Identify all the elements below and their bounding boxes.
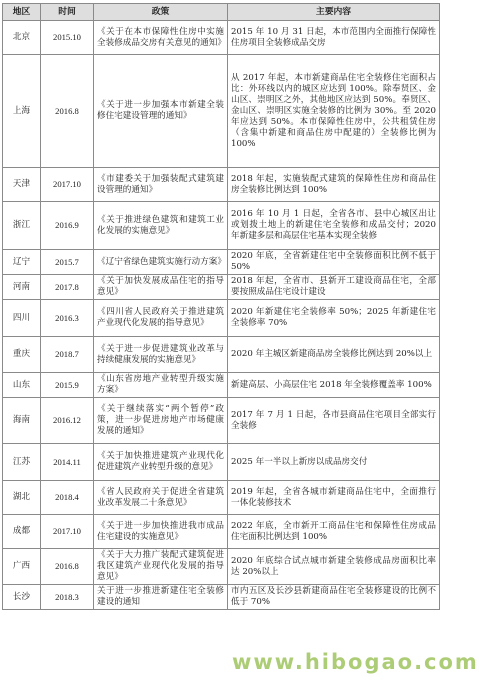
region-cell: 山东: [3, 373, 41, 398]
region-cell: 上海: [3, 55, 41, 168]
content-cell: 2018 年起，全省市、县新开工建设商品住宅，全部要按照成品住宅设计建设: [228, 275, 440, 300]
table-row: [3, 373, 440, 398]
policy-cell: 《关于进一步加快推进我市成品住宅建设的实施意见》: [94, 515, 228, 549]
region-cell: 广西: [3, 549, 41, 585]
policy-cell: 《关于大力推广装配式建筑促进我区建筑产业现代化发展的指导意见》: [94, 549, 228, 585]
time-cell: 2017.10: [41, 168, 94, 202]
time-cell: 2014.11: [41, 444, 94, 481]
region-cell: 重庆: [3, 337, 41, 373]
table-row: [3, 300, 440, 337]
content-cell: 2020 年底综合试点城市新建全装修成品房面积比率达 20%以上: [228, 549, 440, 585]
region-cell: 江苏: [3, 444, 41, 481]
region-cell: 浙江: [3, 202, 41, 250]
time-cell: 2017.8: [41, 275, 94, 300]
region-cell: 湖北: [3, 481, 41, 515]
content-cell: 从 2017 年起，本市新建商品住宅全装修住宅面积占比：外环线以内的城区应达到 100%。除奉贤区、金山区、崇明区之外，其他地区应达到 50%。奉贤区、金山区、崇明区实施全装修的比例为 30%。至 2020 年应达到 50%。本市保障性住房中，公共租赁住房（含集中新建和商品住房中配建的）全装修比例为 100%: [228, 55, 440, 168]
table-row: [3, 481, 440, 515]
content-cell: 2019 年起，全省各城市新建商品住宅中，全面推行一体化装修技术: [228, 481, 440, 515]
policy-table: [2, 3, 440, 610]
site-watermark: www.hibogao.com: [232, 650, 479, 674]
region-cell: 海南: [3, 398, 41, 444]
table-row: [3, 515, 440, 549]
table-row: [3, 275, 440, 300]
content-cell: 2020 年新建住宅全装修率 50%；2025 年新建住宅全装修率 70%: [228, 300, 440, 337]
time-cell: 2017.10: [41, 515, 94, 549]
header-region: 地区: [3, 4, 41, 21]
table-row: [3, 168, 440, 202]
time-cell: 2016.8: [41, 55, 94, 168]
policy-cell: 《省人民政府关于促进全省建筑业改革发展二十条意见》: [94, 481, 228, 515]
table-row: [3, 337, 440, 373]
policy-cell: 《辽宁省绿色建筑实施行动方案》: [94, 250, 228, 275]
content-cell: 2020 年底，全省新建住宅中全装修面积比例不低于 50%: [228, 250, 440, 275]
time-cell: 2018.7: [41, 337, 94, 373]
time-cell: 2015.10: [41, 21, 94, 55]
policy-cell: 《市建委关于加强装配式建筑建设管理的通知》: [94, 168, 228, 202]
table-row: [3, 398, 440, 444]
policy-cell: 关于进一步推进新建住宅全装修建设的通知: [94, 585, 228, 610]
content-cell: 2015 年 10 月 31 日起，本市范围内全面推行保障性住房项目全装修成品交房: [228, 21, 440, 55]
content-cell: 新建高层、小高层住宅 2018 年全装修覆盖率 100%: [228, 373, 440, 398]
time-cell: 2016.12: [41, 398, 94, 444]
content-cell: 2025 年一半以上新房以成品房交付: [228, 444, 440, 481]
policy-cell: 《关于加快发展成品住宅的指导意见》: [94, 275, 228, 300]
region-cell: 四川: [3, 300, 41, 337]
header-policy: 政策: [94, 4, 228, 21]
policy-cell: 《山东省房地产业转型升级实施方案》: [94, 373, 228, 398]
policy-cell: 《关于进一步加强本市新建全装修住宅建设管理的通知》: [94, 55, 228, 168]
time-cell: 2016.9: [41, 202, 94, 250]
time-cell: 2016.3: [41, 300, 94, 337]
time-cell: 2016.8: [41, 549, 94, 585]
table-row: [3, 444, 440, 481]
policy-cell: 《关于推进绿色建筑和建筑工业化发展的实施意见》: [94, 202, 228, 250]
region-cell: 河南: [3, 275, 41, 300]
region-cell: 天津: [3, 168, 41, 202]
time-cell: 2018.4: [41, 481, 94, 515]
table-row: [3, 549, 440, 585]
region-cell: 辽宁: [3, 250, 41, 275]
time-cell: 2018.3: [41, 585, 94, 610]
policy-cell: 《关于继续落实“两个暂停”政策，进一步促进房地产市场健康发展的通知》: [94, 398, 228, 444]
table-row: [3, 21, 440, 55]
content-cell: 2018 年起，实施装配式建筑的保障性住房和商品住房全装修比例达到 100%: [228, 168, 440, 202]
policy-cell: 《关于进一步促进建筑业改革与持续健康发展的实施意见》: [94, 337, 228, 373]
header-row: [3, 4, 440, 21]
table-row: [3, 585, 440, 610]
region-cell: 成都: [3, 515, 41, 549]
header-time: 时间: [41, 4, 94, 21]
time-cell: 2015.7: [41, 250, 94, 275]
content-cell: 市内五区及长沙县新建商品住宅全装修建设的比例不低于 70%: [228, 585, 440, 610]
table-row: [3, 55, 440, 168]
content-cell: 2016 年 10 月 1 日起，全省各市、县中心城区出让或划拨土地上的新建住宅全装修和成品交付；2020 年新建多层和高层住宅基本实现全装修: [228, 202, 440, 250]
policy-cell: 《关于加快推进建筑产业现代化促进建筑产业转型升级的意见》: [94, 444, 228, 481]
policy-cell: 《关于在本市保障性住房中实施全装修成品交房有关意见的通知》: [94, 21, 228, 55]
content-cell: 2017 年 7 月 1 日起，各市县商品住宅项目全部实行全装修: [228, 398, 440, 444]
region-cell: 长沙: [3, 585, 41, 610]
table-row: [3, 250, 440, 275]
header-content: 主要内容: [228, 4, 440, 21]
region-cell: 北京: [3, 21, 41, 55]
content-cell: 2022 年底，全市新开工商品住宅和保障性住房成品住宅面积比例达到 100%: [228, 515, 440, 549]
content-cell: 2020 年主城区新建商品房全装修比例达到 20%以上: [228, 337, 440, 373]
table-row: [3, 202, 440, 250]
time-cell: 2015.9: [41, 373, 94, 398]
policy-cell: 《四川省人民政府关于推进建筑产业现代化发展的指导意见》: [94, 300, 228, 337]
